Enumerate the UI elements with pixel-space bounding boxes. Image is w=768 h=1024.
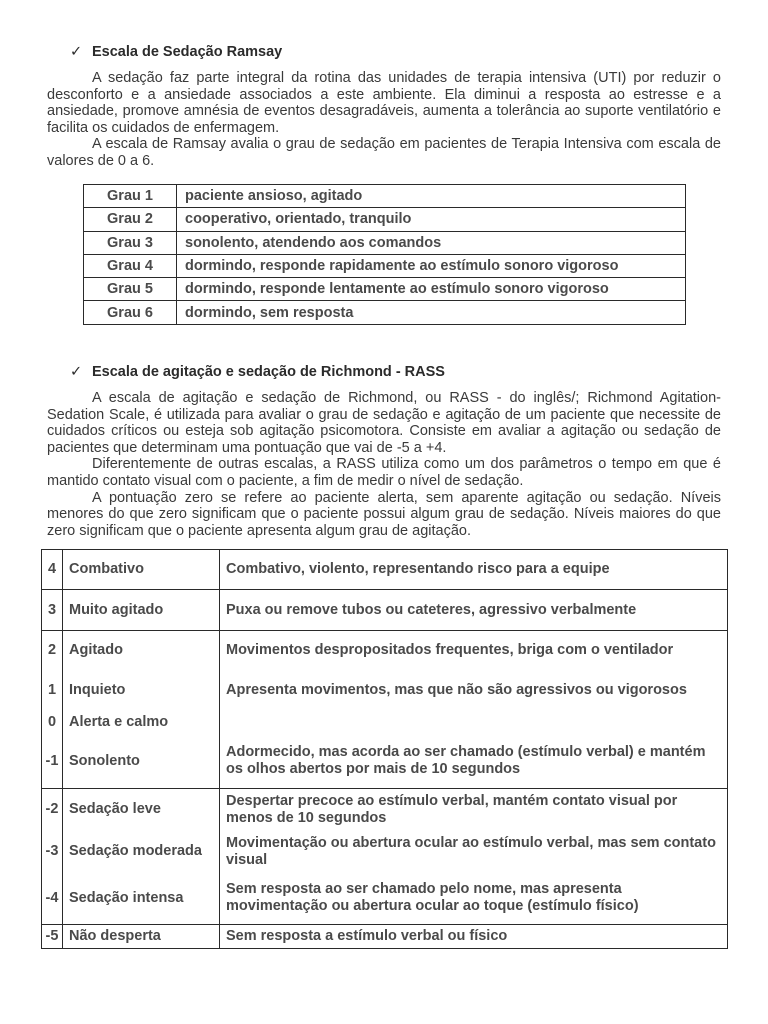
rass-intro (47, 390, 721, 539)
description-cell: Movimentos despropositados frequentes, briga com o ventilador (220, 631, 728, 671)
term-cell: Muito agitado (63, 590, 220, 631)
ramsay-intro (47, 70, 721, 170)
score-cell: -1 (42, 735, 63, 789)
table-row (84, 301, 686, 324)
grade-cell: Grau 3 (84, 231, 177, 254)
description-cell: Sem resposta ao ser chamado pelo nome, mas apresenta movimentação ou abertura ocular ao toque (estímulo físico) (220, 873, 728, 925)
term-cell: Sedação intensa (63, 873, 220, 925)
paragraph: A escala de Ramsay avalia o grau de sedação em pacientes de Terapia Intensiva com escala de valores de 0 a 6. (47, 136, 721, 169)
grade-cell: Grau 5 (84, 278, 177, 301)
grade-cell: Grau 2 (84, 208, 177, 231)
term-cell: Sonolento (63, 735, 220, 789)
paragraph: Diferentemente de outras escalas, a RASS utiliza como um dos parâmetros o tempo em que é mantido contato visual com o paciente, a fim de medir o nível de sedação. (47, 456, 721, 489)
rass-heading-text: Escala de agitação e sedação de Richmond - RASS (92, 364, 445, 380)
paragraph: A pontuação zero se refere ao paciente alerta, sem aparente agitação ou sedação. Níveis menores do que zero significam que o paciente possui algum grau de sedação. Níveis maiores do que zero significam que o paciente apresenta algum grau de agitação. (47, 489, 721, 539)
description-cell: Movimentação ou abertura ocular ao estímulo verbal, mas sem contato visual (220, 831, 728, 873)
score-cell: 2 (42, 631, 63, 671)
table-row (42, 789, 728, 831)
table-row (42, 735, 728, 789)
term-cell: Não desperta (63, 925, 220, 949)
paragraph: A escala de agitação e sedação de Richmond, ou RASS - do inglês/; Richmond Agitation-Sedation Scale, é utilizada para avaliar o grau de sedação e agitação de um paciente que necessite de cuidados críticos ou esteja sob agitação psicomotora. Consiste em avaliar a agitação ou sedação de pacientes que determinam uma pontuação que vai de -5 a +4. (47, 390, 721, 456)
score-cell: 3 (42, 590, 63, 631)
term-cell: Agitado (63, 631, 220, 671)
term-cell: Inquieto (63, 671, 220, 711)
term-cell: Alerta e calmo (63, 711, 220, 735)
table-row (42, 925, 728, 949)
description-cell: sonolento, atendendo aos comandos (177, 231, 686, 254)
paragraph: A sedação faz parte integral da rotina das unidades de terapia intensiva (UTI) por reduzir o desconforto e a ansiedade associados a este ambiente. Ela diminui a resposta ao estresse e a ansiedade, promove amnésia de eventos desagradáveis, aumenta a tolerância ao suporte ventilatório e facilita os cuidados de enfermagem. (47, 70, 721, 136)
score-cell: -4 (42, 873, 63, 925)
table-row (42, 550, 728, 590)
score-cell: 4 (42, 550, 63, 590)
description-cell: dormindo, responde rapidamente ao estímulo sonoro vigoroso (177, 254, 686, 277)
table-row (84, 231, 686, 254)
description-cell: Adormecido, mas acorda ao ser chamado (estímulo verbal) e mantém os olhos abertos por mais de 10 segundos (220, 735, 728, 789)
description-cell: Apresenta movimentos, mas que não são agressivos ou vigorosos (220, 671, 728, 711)
score-cell: -2 (42, 789, 63, 831)
table-row (42, 671, 728, 711)
table-row (42, 873, 728, 925)
checkmark-icon: ✓ (70, 364, 83, 380)
description-cell: dormindo, responde lentamente ao estímulo sonoro vigoroso (177, 278, 686, 301)
table-row (42, 631, 728, 671)
table-row (84, 254, 686, 277)
rass-table (41, 549, 728, 949)
grade-cell: Grau 4 (84, 254, 177, 277)
score-cell: -5 (42, 925, 63, 949)
ramsay-table (83, 184, 686, 325)
description-cell: Puxa ou remove tubos ou cateteres, agressivo verbalmente (220, 590, 728, 631)
table-row (42, 590, 728, 631)
table-row (84, 208, 686, 231)
description-cell: dormindo, sem resposta (177, 301, 686, 324)
description-cell (220, 711, 728, 735)
table-row (42, 711, 728, 735)
term-cell: Sedação moderada (63, 831, 220, 873)
table-row (84, 278, 686, 301)
description-cell: Combativo, violento, representando risco para a equipe (220, 550, 728, 590)
description-cell: cooperativo, orientado, tranquilo (177, 208, 686, 231)
term-cell: Sedação leve (63, 789, 220, 831)
table-row (84, 185, 686, 208)
score-cell: -3 (42, 831, 63, 873)
ramsay-heading (70, 44, 282, 60)
term-cell: Combativo (63, 550, 220, 590)
grade-cell: Grau 1 (84, 185, 177, 208)
description-cell: Despertar precoce ao estímulo verbal, mantém contato visual por menos de 10 segundos (220, 789, 728, 831)
table-row (42, 831, 728, 873)
description-cell: Sem resposta a estímulo verbal ou físico (220, 925, 728, 949)
ramsay-heading-text: Escala de Sedação Ramsay (92, 44, 283, 60)
description-cell: paciente ansioso, agitado (177, 185, 686, 208)
checkmark-icon: ✓ (70, 44, 83, 60)
grade-cell: Grau 6 (84, 301, 177, 324)
rass-heading (70, 364, 445, 380)
score-cell: 1 (42, 671, 63, 711)
score-cell: 0 (42, 711, 63, 735)
